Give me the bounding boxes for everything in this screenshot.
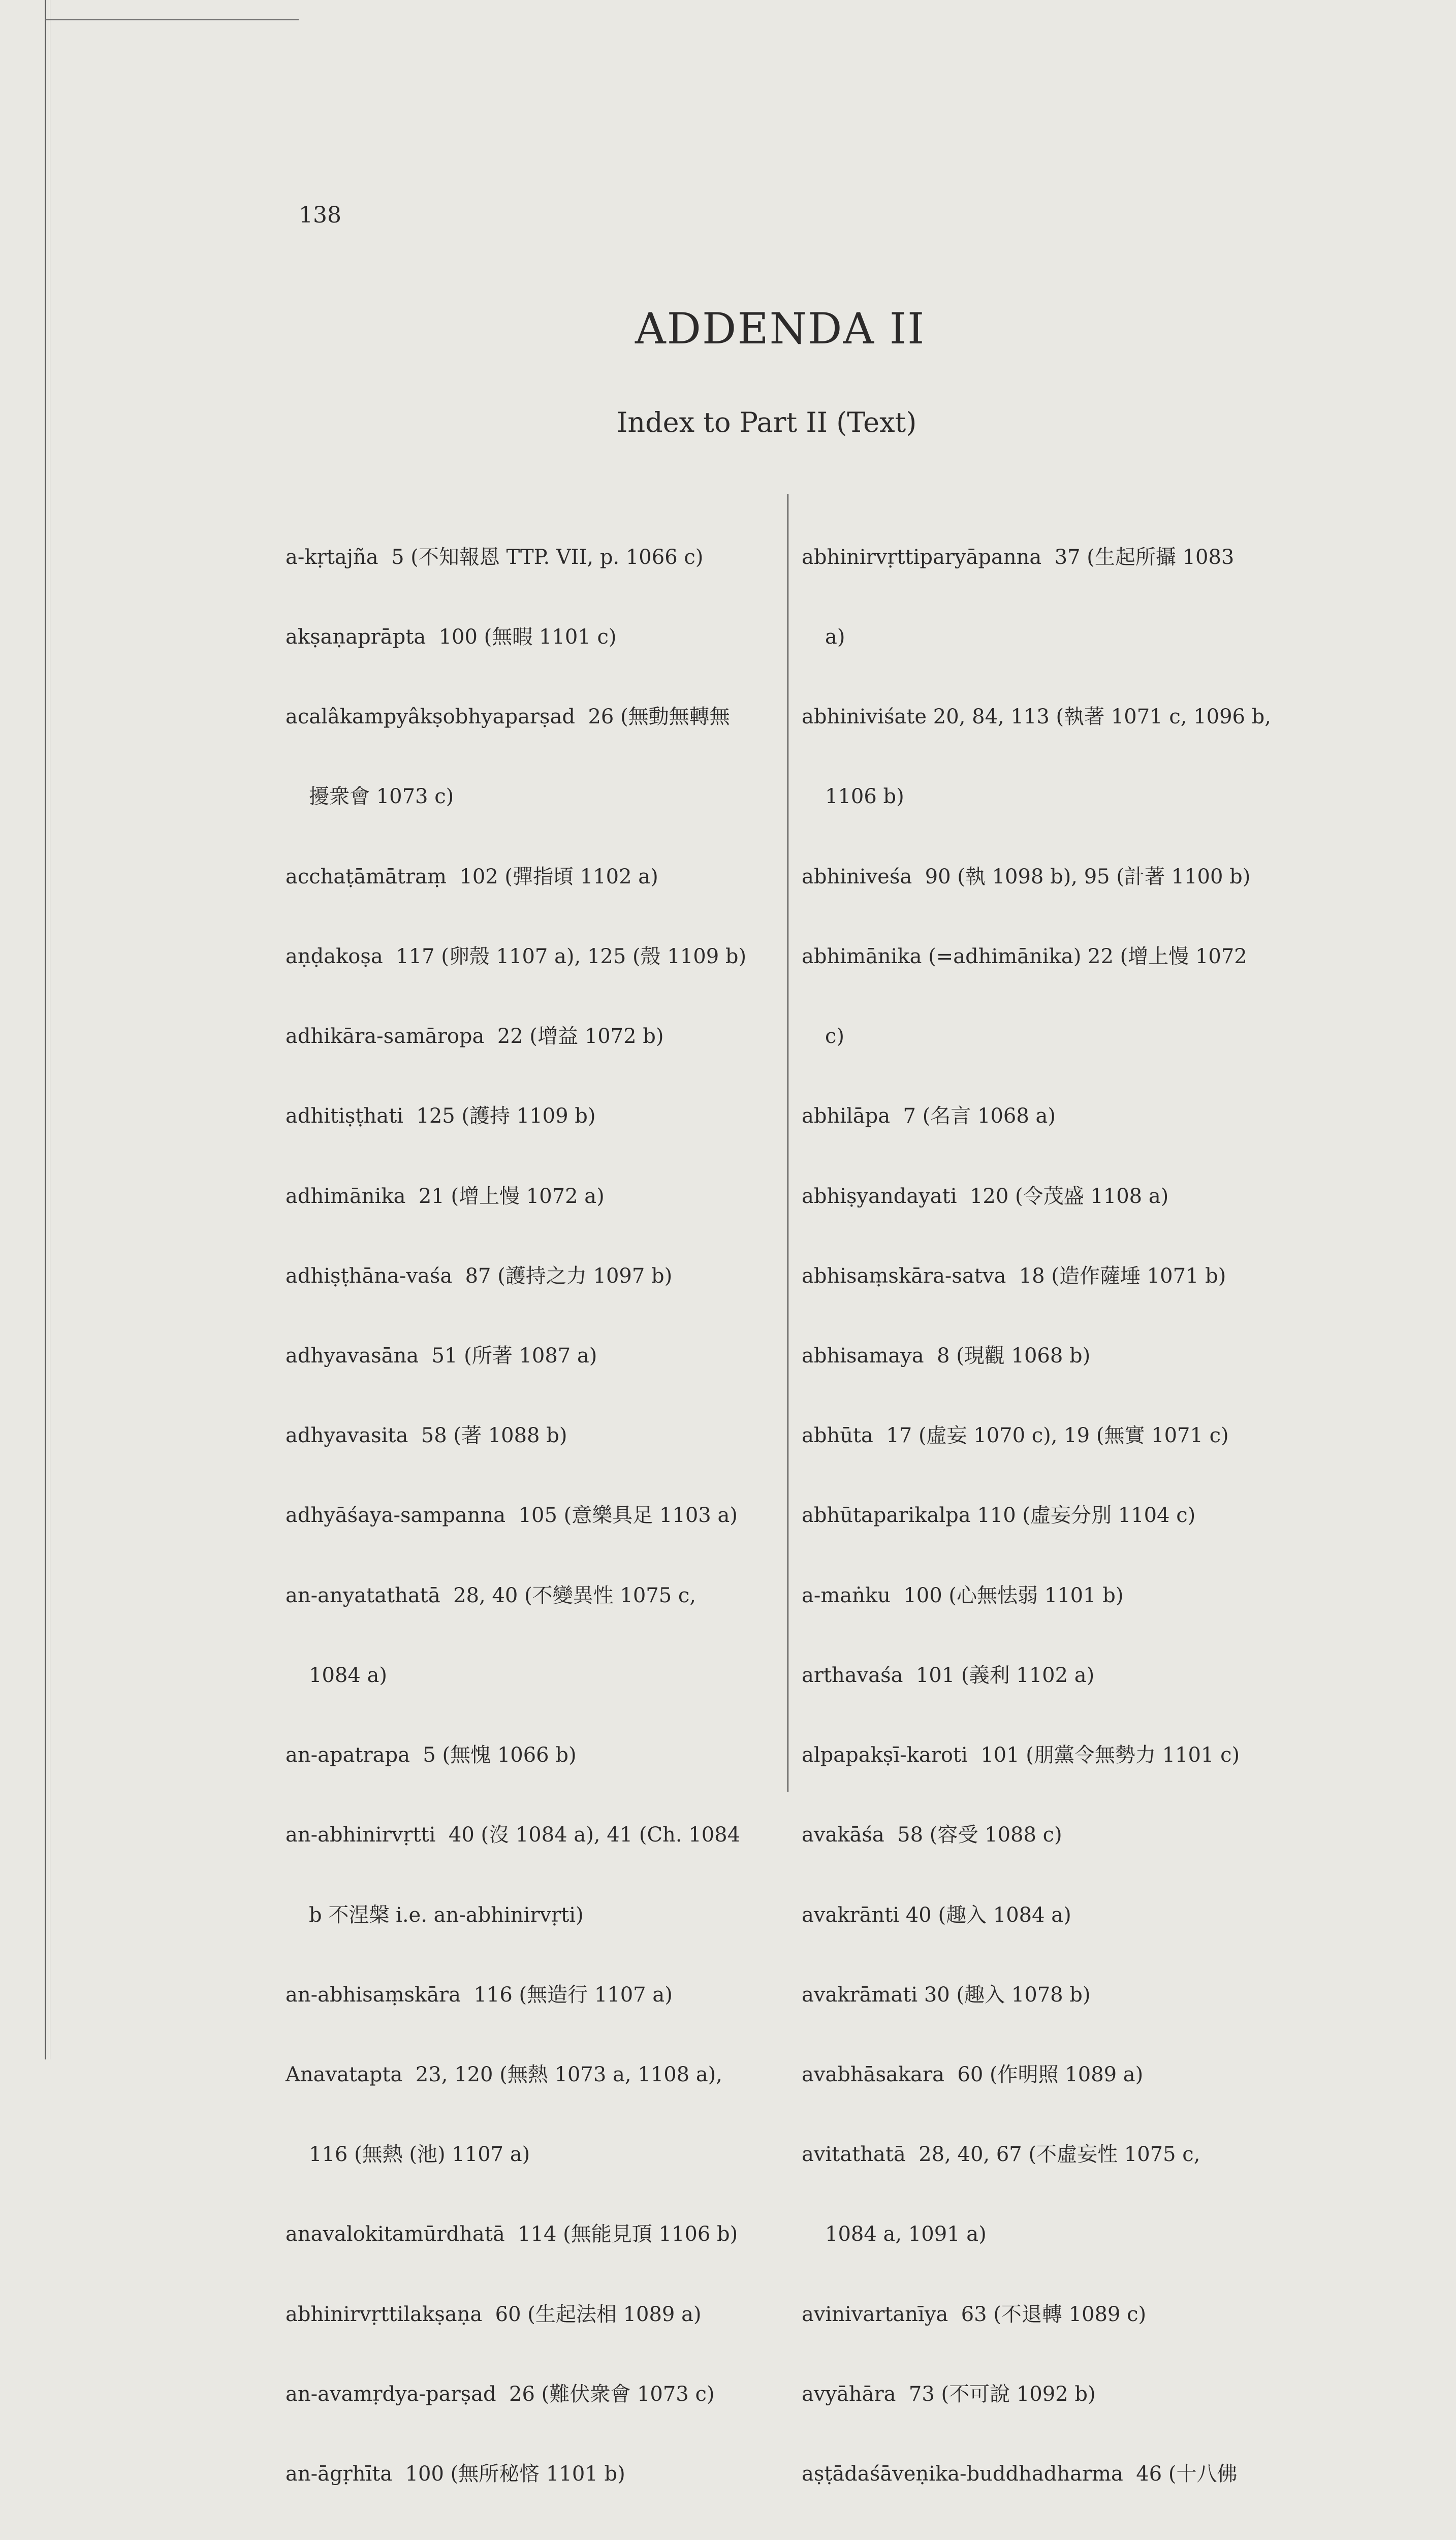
scan-edge-top — [45, 19, 299, 20]
index-entry: abhisaṃskāra-satva 18 (造作薩埵 1071 b) — [802, 1264, 1226, 1288]
index-entry: adhiṣṭhāna-vaśa 87 (護持之力 1097 b) — [286, 1264, 673, 1288]
index-entry: avitathatā 28, 40, 67 (不虛妄性 1075 c, — [802, 2143, 1200, 2167]
index-entry: an-anyatathatā 28, 40 (不變異性 1075 c, — [286, 1583, 697, 1607]
index-entry: avinivartanīya 63 (不退轉 1089 c) — [802, 2302, 1147, 2326]
index-entry: an-avamṛdya-parṣad 26 (難伏衆會 1073 c) — [286, 2382, 715, 2406]
index-entry-continuation: b 不涅槃 i.e. an-abhinirvṛti) — [309, 1903, 584, 1927]
index-entry: adhyavasita 58 (著 1088 b) — [286, 1424, 567, 1448]
index-column-left — [286, 491, 746, 2540]
index-entry: abhimānika (=adhimānika) 22 (增上慢 1072 — [802, 944, 1247, 968]
index-entry-continuation: 1084 a, 1091 a) — [825, 2222, 987, 2246]
index-entry: abhūtaparikalpa 110 (虛妄分別 1104 c) — [802, 1504, 1196, 1528]
index-entry: abhilāpa 7 (名言 1068 a) — [802, 1104, 1056, 1128]
page-number: 138 — [299, 202, 341, 228]
index-entry: a-kṛtajña 5 (不知報恩 TTP. VII, p. 1066 c) — [286, 545, 704, 569]
index-entry: aṇḍakoṣa 117 (卵殼 1107 a), 125 (殼 1109 b) — [286, 944, 747, 968]
index-entry: an-abhisaṃskāra 116 (無造行 1107 a) — [286, 1983, 673, 2007]
index-entry: alpapakṣī-karoti 101 (朋黨令無勢力 1101 c) — [802, 1743, 1240, 1767]
index-entry: avakāśa 58 (容受 1088 c) — [802, 1823, 1062, 1847]
index-entry: avyāhāra 73 (不可說 1092 b) — [802, 2382, 1096, 2406]
index-entry: adhitiṣṭhati 125 (護持 1109 b) — [286, 1104, 596, 1128]
index-entry: adhyāśaya-sampanna 105 (意樂具足 1103 a) — [286, 1504, 738, 1528]
index-entry: abhinirvṛttiparyāpanna 37 (生起所攝 1083 — [802, 545, 1235, 569]
index-entry: acchaṭāmātraṃ 102 (彈指頃 1102 a) — [286, 865, 658, 888]
index-entry: avabhāsakara 60 (作明照 1089 a) — [802, 2062, 1144, 2086]
index-entry-continuation: 擾衆會 1073 c) — [309, 785, 454, 809]
index-entry: avakrāmati 30 (趣入 1078 b) — [802, 1983, 1091, 2007]
index-entry: anavalokitamūrdhatā 114 (無能見頂 1106 b) — [286, 2222, 738, 2246]
index-entry: akṣaṇaprāpta 100 (無暇 1101 c) — [286, 625, 617, 649]
index-entry: avakrānti 40 (趣入 1084 a) — [802, 1903, 1071, 1927]
index-entry: aṣṭādaśāveṇika-buddhadharma 46 (十八佛 — [802, 2462, 1238, 2486]
index-entry: abhūta 17 (虛妄 1070 c), 19 (無實 1071 c) — [802, 1424, 1229, 1448]
page-title: ADDENDA II — [635, 304, 926, 354]
index-entry: adhikāra-samāropa 22 (增益 1072 b) — [286, 1025, 664, 1049]
index-entry: arthavaśa 101 (義利 1102 a) — [802, 1663, 1095, 1687]
page-subtitle: Index to Part II (Text) — [617, 406, 917, 438]
index-entry: adhimānika 21 (增上慢 1072 a) — [286, 1184, 605, 1208]
index-entry: abhiniviśate 20, 84, 113 (執著 1071 c, 1096 b, — [802, 705, 1272, 729]
index-entry-continuation: a) — [825, 625, 845, 649]
index-entry: a-maṅku 100 (心無怯弱 1101 b) — [802, 1583, 1124, 1607]
index-entry: abhiṣyandayati 120 (令茂盛 1108 a) — [802, 1184, 1169, 1208]
index-entry: abhiniveśa 90 (執 1098 b), 95 (計著 1100 b) — [802, 865, 1251, 888]
index-column-right — [802, 491, 1271, 2540]
index-entry: an-apatrapa 5 (無愧 1066 b) — [286, 1743, 577, 1767]
index-entry: abhisamaya 8 (現觀 1068 b) — [802, 1344, 1091, 1368]
index-entry: abhinirvṛttilakṣaṇa 60 (生起法相 1089 a) — [286, 2302, 702, 2326]
index-entry-continuation: c) — [825, 1025, 845, 1049]
index-entry-continuation: 116 (無熱 (池) 1107 a) — [309, 2143, 530, 2167]
index-entry: adhyavasāna 51 (所著 1087 a) — [286, 1344, 597, 1368]
index-entry: an-abhinirvṛtti 40 (沒 1084 a), 41 (Ch. 1084 — [286, 1823, 741, 1847]
index-entry: acalâkampyâkṣobhyaparṣad 26 (無動無轉無 — [286, 705, 730, 729]
index-entry-continuation: 1084 a) — [309, 1663, 387, 1687]
scan-edge-left — [45, 0, 46, 2059]
index-entry-continuation: 1106 b) — [825, 785, 904, 809]
index-entry: an-āgṛhīta 100 (無所秘悋 1101 b) — [286, 2462, 625, 2486]
column-divider — [787, 494, 788, 1792]
index-entry: Anavatapta 23, 120 (無熱 1073 a, 1108 a), — [286, 2062, 722, 2086]
